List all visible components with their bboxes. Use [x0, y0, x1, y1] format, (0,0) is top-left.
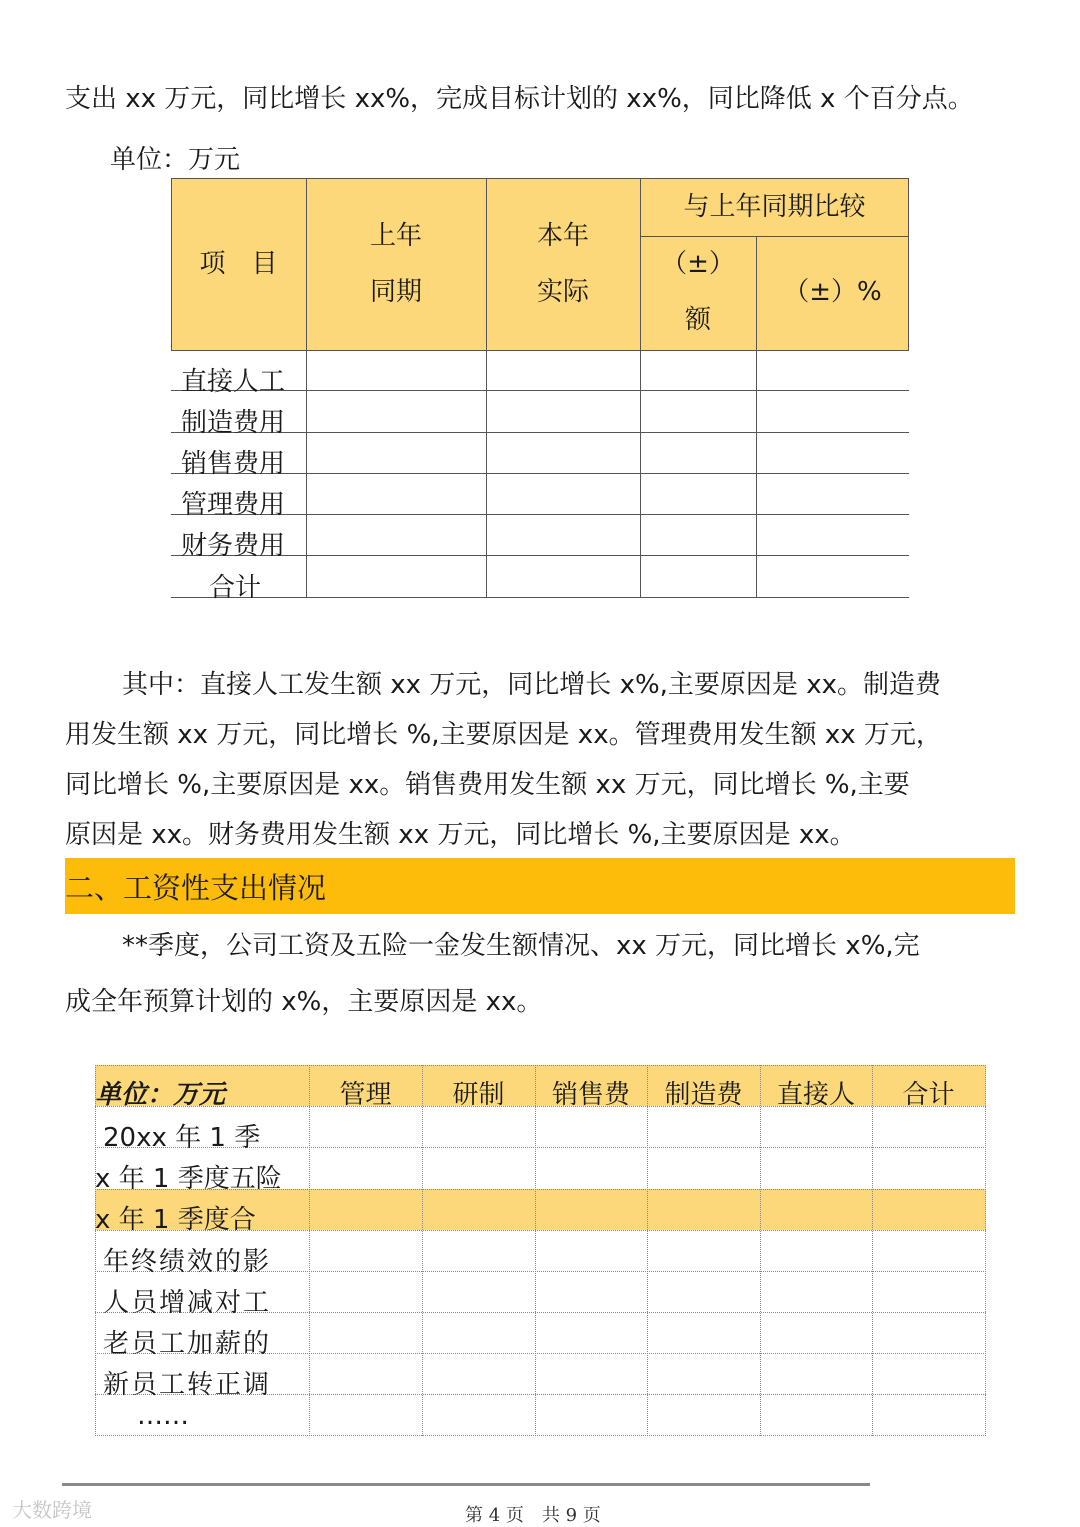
- column-header: 销售费: [551, 1080, 630, 1110]
- column-header: 直接人: [776, 1080, 855, 1110]
- row-label: 年终绩效的影: [103, 1247, 272, 1277]
- intro-line: 支出 xx 万元，同比增长 xx%，完成目标计划的 xx%，同比降低 x 个百分点。: [65, 84, 974, 114]
- page-number: 第 4 页 共 9 页: [465, 1505, 601, 1526]
- column-header: 管理: [339, 1080, 392, 1110]
- row-label: 老员工加薪的: [103, 1329, 272, 1359]
- table2-unit-label: 单位：万元: [95, 1080, 226, 1110]
- column-header: 制造费: [664, 1080, 743, 1110]
- row-label: x 年 1 季度合: [95, 1205, 256, 1235]
- header-compare: 与上年同期比较: [683, 192, 866, 222]
- header-curr-line1: 本年: [536, 221, 589, 251]
- column-header: 合计: [902, 1080, 955, 1110]
- salary-table: [95, 1065, 986, 1436]
- paragraph-line: **季度，公司工资及五险一金发生额情况、xx 万元，同比增长 x%,完: [122, 931, 920, 961]
- column-header: 研制: [452, 1080, 505, 1110]
- footer-rule: [62, 1483, 870, 1486]
- row-label: 新员工转正调: [103, 1370, 272, 1400]
- salary-paragraph: [65, 918, 920, 1030]
- row-label: 直接人工: [181, 367, 286, 397]
- header-amount-line1: （±）: [661, 249, 735, 279]
- row-label: ……: [137, 1401, 189, 1431]
- header-curr-line2: 实际: [536, 277, 589, 307]
- watermark: 大数跨境: [12, 1498, 92, 1522]
- header-item: 项 目: [199, 249, 278, 279]
- header-prev-line2: 同期: [369, 277, 422, 307]
- header-amount-line2: 额: [684, 305, 711, 335]
- row-label: 20xx 年 1 季: [103, 1123, 261, 1153]
- row-label-total: 合计: [209, 573, 262, 603]
- header-percent: （±）%: [783, 277, 882, 307]
- section-title: 二、工资性支出情况: [65, 871, 327, 905]
- row-label: x 年 1 季度五险: [95, 1164, 282, 1194]
- expense-analysis-paragraph: [65, 660, 942, 860]
- paragraph-line: 用发生额 xx 万元，同比增长 %,主要原因是 xx。管理费用发生额 xx 万元，: [65, 720, 942, 750]
- row-label: 销售费用: [181, 449, 286, 479]
- row-label: 人员增减对工: [103, 1288, 272, 1318]
- row-label: 管理费用: [181, 490, 286, 520]
- section-heading: [65, 858, 1015, 914]
- row-label: 制造费用: [181, 408, 286, 438]
- paragraph-line: 原因是 xx。财务费用发生额 xx 万元，同比增长 %,主要原因是 xx。: [65, 820, 856, 850]
- header-prev-line1: 上年: [369, 221, 422, 251]
- expense-comparison-table: [171, 178, 909, 603]
- row-label: 财务费用: [181, 531, 286, 561]
- table1-unit: 单位：万元: [110, 145, 241, 175]
- paragraph-line: 同比增长 %,主要原因是 xx。销售费用发生额 xx 万元，同比增长 %,主要: [65, 770, 910, 800]
- paragraph-line: 成全年预算计划的 x%，主要原因是 xx。: [65, 987, 543, 1017]
- paragraph-line: 其中：直接人工发生额 xx 万元，同比增长 x%,主要原因是 xx。制造费: [122, 670, 941, 700]
